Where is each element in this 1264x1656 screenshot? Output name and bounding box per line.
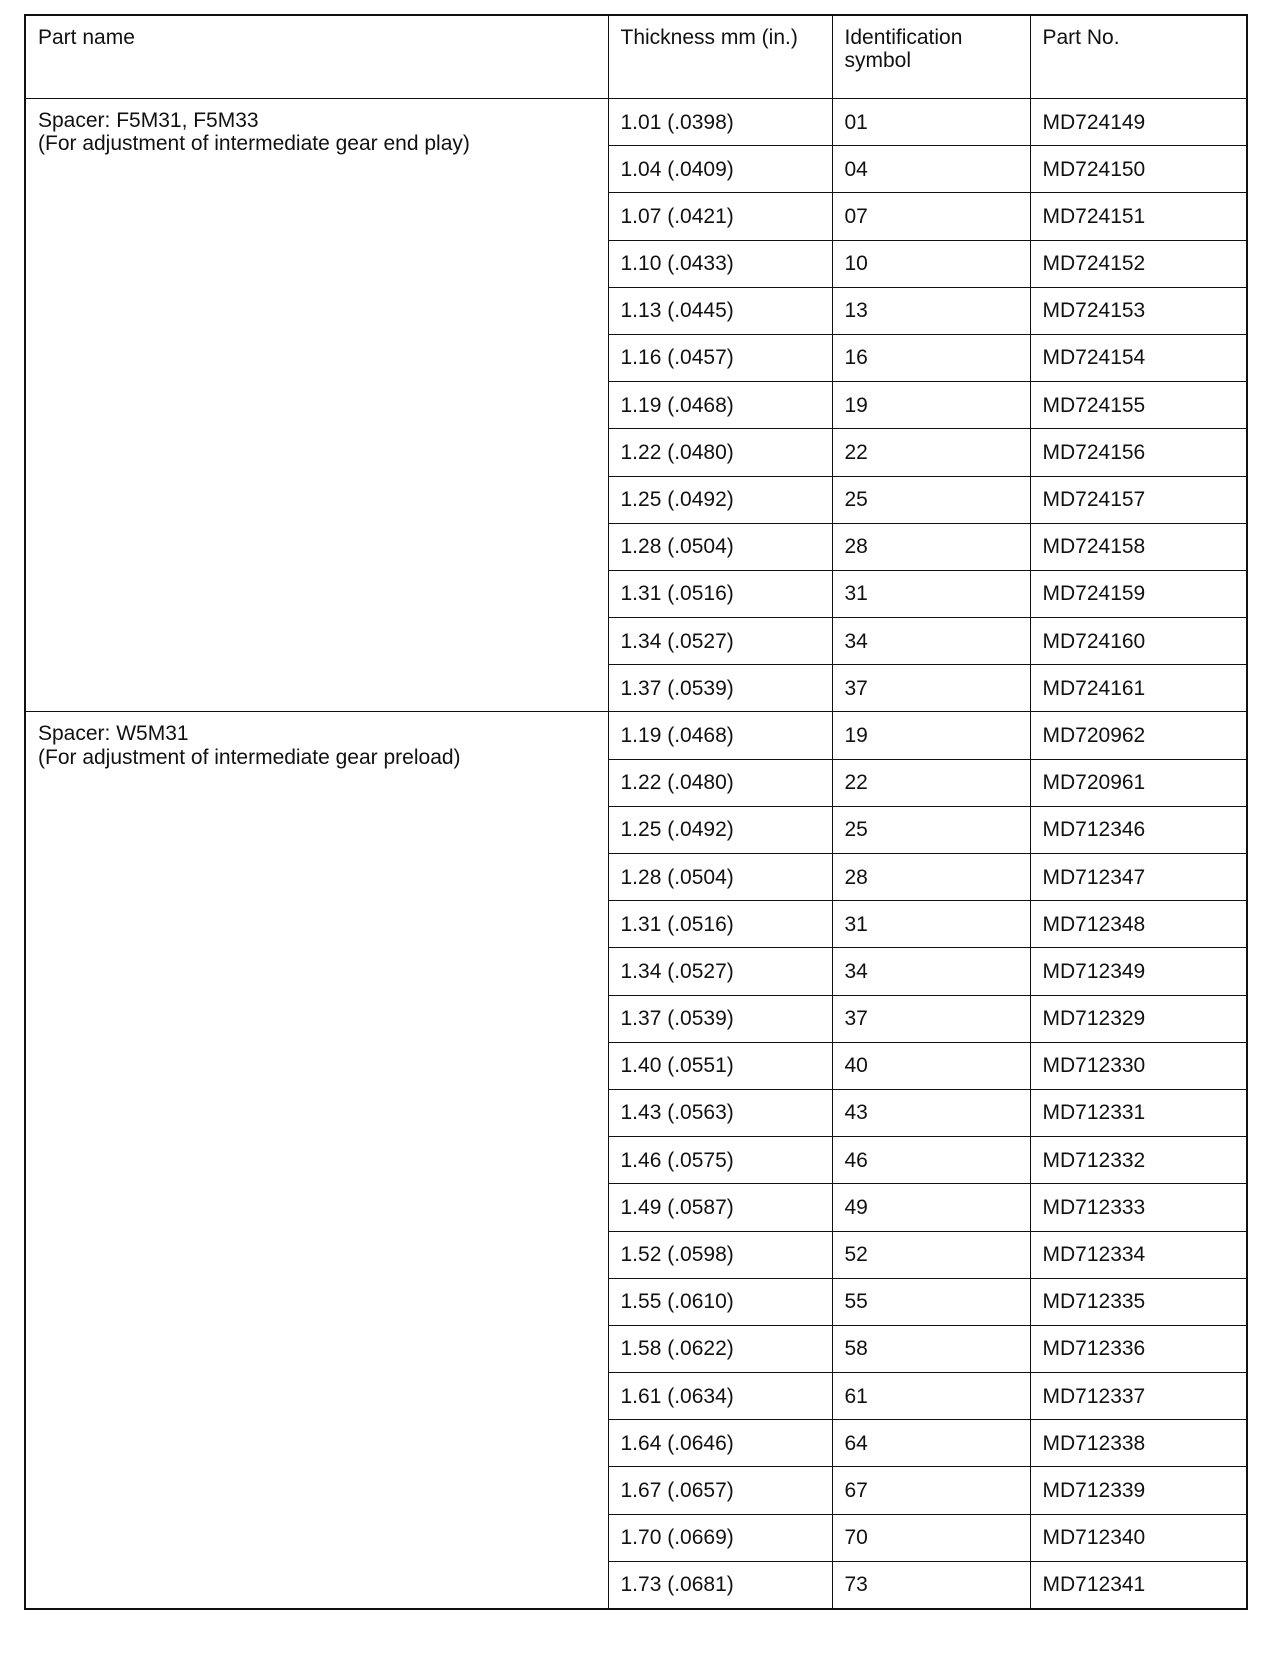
part-number-cell: MD712340 xyxy=(1030,1514,1247,1561)
identification-symbol-cell: 19 xyxy=(832,382,1030,429)
part-number-cell: MD720961 xyxy=(1030,759,1247,806)
part-number-cell: MD724153 xyxy=(1030,287,1247,334)
thickness-cell: 1.70 (.0669) xyxy=(608,1514,832,1561)
thickness-cell: 1.61 (.0634) xyxy=(608,1373,832,1420)
table-row xyxy=(25,712,1247,759)
table-body xyxy=(25,99,1247,1610)
part-number-cell: MD712335 xyxy=(1030,1278,1247,1325)
identification-symbol-cell: 67 xyxy=(832,1467,1030,1514)
identification-symbol-cell: 34 xyxy=(832,948,1030,995)
identification-symbol-cell: 16 xyxy=(832,334,1030,381)
thickness-cell: 1.31 (.0516) xyxy=(608,901,832,948)
thickness-cell: 1.67 (.0657) xyxy=(608,1467,832,1514)
thickness-cell: 1.25 (.0492) xyxy=(608,806,832,853)
thickness-cell: 1.55 (.0610) xyxy=(608,1278,832,1325)
identification-symbol-cell: 34 xyxy=(832,618,1030,665)
identification-symbol-cell: 55 xyxy=(832,1278,1030,1325)
part-number-cell: MD724150 xyxy=(1030,146,1247,193)
identification-symbol-cell: 40 xyxy=(832,1042,1030,1089)
thickness-cell: 1.46 (.0575) xyxy=(608,1137,832,1184)
thickness-cell: 1.07 (.0421) xyxy=(608,193,832,240)
identification-symbol-cell: 22 xyxy=(832,429,1030,476)
part-number-cell: MD712332 xyxy=(1030,1137,1247,1184)
part-number-cell: MD712346 xyxy=(1030,806,1247,853)
part-number-cell: MD712341 xyxy=(1030,1561,1247,1609)
part-note: (For adjustment of intermediate gear end play) xyxy=(38,132,470,156)
identification-symbol-cell: 73 xyxy=(832,1561,1030,1609)
identification-symbol-cell: 04 xyxy=(832,146,1030,193)
part-number-cell: MD724157 xyxy=(1030,476,1247,523)
table-header-row xyxy=(25,15,1247,99)
part-number-cell: MD712336 xyxy=(1030,1325,1247,1372)
thickness-cell: 1.31 (.0516) xyxy=(608,570,832,617)
thickness-cell: 1.04 (.0409) xyxy=(608,146,832,193)
part-number-cell: MD712331 xyxy=(1030,1089,1247,1136)
identification-symbol-cell: 70 xyxy=(832,1514,1030,1561)
thickness-cell: 1.19 (.0468) xyxy=(608,712,832,759)
thickness-cell: 1.37 (.0539) xyxy=(608,665,832,712)
part-number-cell: MD712349 xyxy=(1030,948,1247,995)
identification-symbol-cell: 52 xyxy=(832,1231,1030,1278)
part-number-cell: MD712347 xyxy=(1030,854,1247,901)
identification-symbol-cell: 25 xyxy=(832,476,1030,523)
identification-symbol-cell: 22 xyxy=(832,759,1030,806)
part-number-cell: MD712334 xyxy=(1030,1231,1247,1278)
header-part-no: Part No. xyxy=(1030,15,1247,99)
part-number-cell: MD724158 xyxy=(1030,523,1247,570)
part-number-cell: MD720962 xyxy=(1030,712,1247,759)
identification-symbol-cell: 31 xyxy=(832,901,1030,948)
identification-symbol-cell: 58 xyxy=(832,1325,1030,1372)
identification-symbol-cell: 25 xyxy=(832,806,1030,853)
identification-symbol-cell: 43 xyxy=(832,1089,1030,1136)
part-name-cell xyxy=(25,712,608,1609)
thickness-cell: 1.25 (.0492) xyxy=(608,476,832,523)
header-identification-symbol xyxy=(832,15,1030,99)
header-thickness: Thickness mm (in.) xyxy=(608,15,832,99)
part-number-cell: MD724151 xyxy=(1030,193,1247,240)
part-number-cell: MD724156 xyxy=(1030,429,1247,476)
part-number-cell: MD724152 xyxy=(1030,240,1247,287)
part-number-cell: MD724160 xyxy=(1030,618,1247,665)
parts-table xyxy=(24,14,1248,1610)
thickness-cell: 1.40 (.0551) xyxy=(608,1042,832,1089)
identification-symbol-cell: 46 xyxy=(832,1137,1030,1184)
thickness-cell: 1.22 (.0480) xyxy=(608,759,832,806)
part-name: Spacer: F5M31, F5M33 xyxy=(38,109,259,132)
thickness-cell: 1.28 (.0504) xyxy=(608,523,832,570)
thickness-cell: 1.52 (.0598) xyxy=(608,1231,832,1278)
part-note: (For adjustment of intermediate gear preload) xyxy=(38,745,461,769)
identification-symbol-cell: 28 xyxy=(832,523,1030,570)
thickness-cell: 1.64 (.0646) xyxy=(608,1420,832,1467)
thickness-cell: 1.13 (.0445) xyxy=(608,287,832,334)
part-name-cell xyxy=(25,99,608,712)
thickness-cell: 1.43 (.0563) xyxy=(608,1089,832,1136)
identification-symbol-cell: 49 xyxy=(832,1184,1030,1231)
thickness-cell: 1.01 (.0398) xyxy=(608,99,832,146)
table-row xyxy=(25,99,1247,146)
part-number-cell: MD712337 xyxy=(1030,1373,1247,1420)
identification-symbol-cell: 64 xyxy=(832,1420,1030,1467)
part-number-cell: MD712348 xyxy=(1030,901,1247,948)
identification-symbol-cell: 10 xyxy=(832,240,1030,287)
header-identification-line2: symbol xyxy=(844,49,912,73)
identification-symbol-cell: 07 xyxy=(832,193,1030,240)
identification-symbol-cell: 28 xyxy=(832,854,1030,901)
part-number-cell: MD712338 xyxy=(1030,1420,1247,1467)
identification-symbol-cell: 37 xyxy=(832,665,1030,712)
thickness-cell: 1.37 (.0539) xyxy=(608,995,832,1042)
thickness-cell: 1.73 (.0681) xyxy=(608,1561,832,1609)
part-number-cell: MD724149 xyxy=(1030,99,1247,146)
part-number-cell: MD724155 xyxy=(1030,382,1247,429)
thickness-cell: 1.49 (.0587) xyxy=(608,1184,832,1231)
thickness-cell: 1.28 (.0504) xyxy=(608,854,832,901)
thickness-cell: 1.19 (.0468) xyxy=(608,382,832,429)
thickness-cell: 1.16 (.0457) xyxy=(608,334,832,381)
thickness-cell: 1.10 (.0433) xyxy=(608,240,832,287)
part-number-cell: MD712329 xyxy=(1030,995,1247,1042)
part-number-cell: MD712330 xyxy=(1030,1042,1247,1089)
part-number-cell: MD712333 xyxy=(1030,1184,1247,1231)
thickness-cell: 1.22 (.0480) xyxy=(608,429,832,476)
part-name: Spacer: W5M31 xyxy=(38,722,189,746)
identification-symbol-cell: 19 xyxy=(832,712,1030,759)
thickness-cell: 1.34 (.0527) xyxy=(608,948,832,995)
header-part-name: Part name xyxy=(25,15,608,99)
identification-symbol-cell: 31 xyxy=(832,570,1030,617)
thickness-cell: 1.58 (.0622) xyxy=(608,1325,832,1372)
header-identification-line1: Identification xyxy=(844,26,963,49)
identification-symbol-cell: 61 xyxy=(832,1373,1030,1420)
identification-symbol-cell: 01 xyxy=(832,99,1030,146)
identification-symbol-cell: 37 xyxy=(832,995,1030,1042)
identification-symbol-cell: 13 xyxy=(832,287,1030,334)
part-number-cell: MD724161 xyxy=(1030,665,1247,712)
part-number-cell: MD712339 xyxy=(1030,1467,1247,1514)
part-number-cell: MD724154 xyxy=(1030,334,1247,381)
part-number-cell: MD724159 xyxy=(1030,570,1247,617)
thickness-cell: 1.34 (.0527) xyxy=(608,618,832,665)
